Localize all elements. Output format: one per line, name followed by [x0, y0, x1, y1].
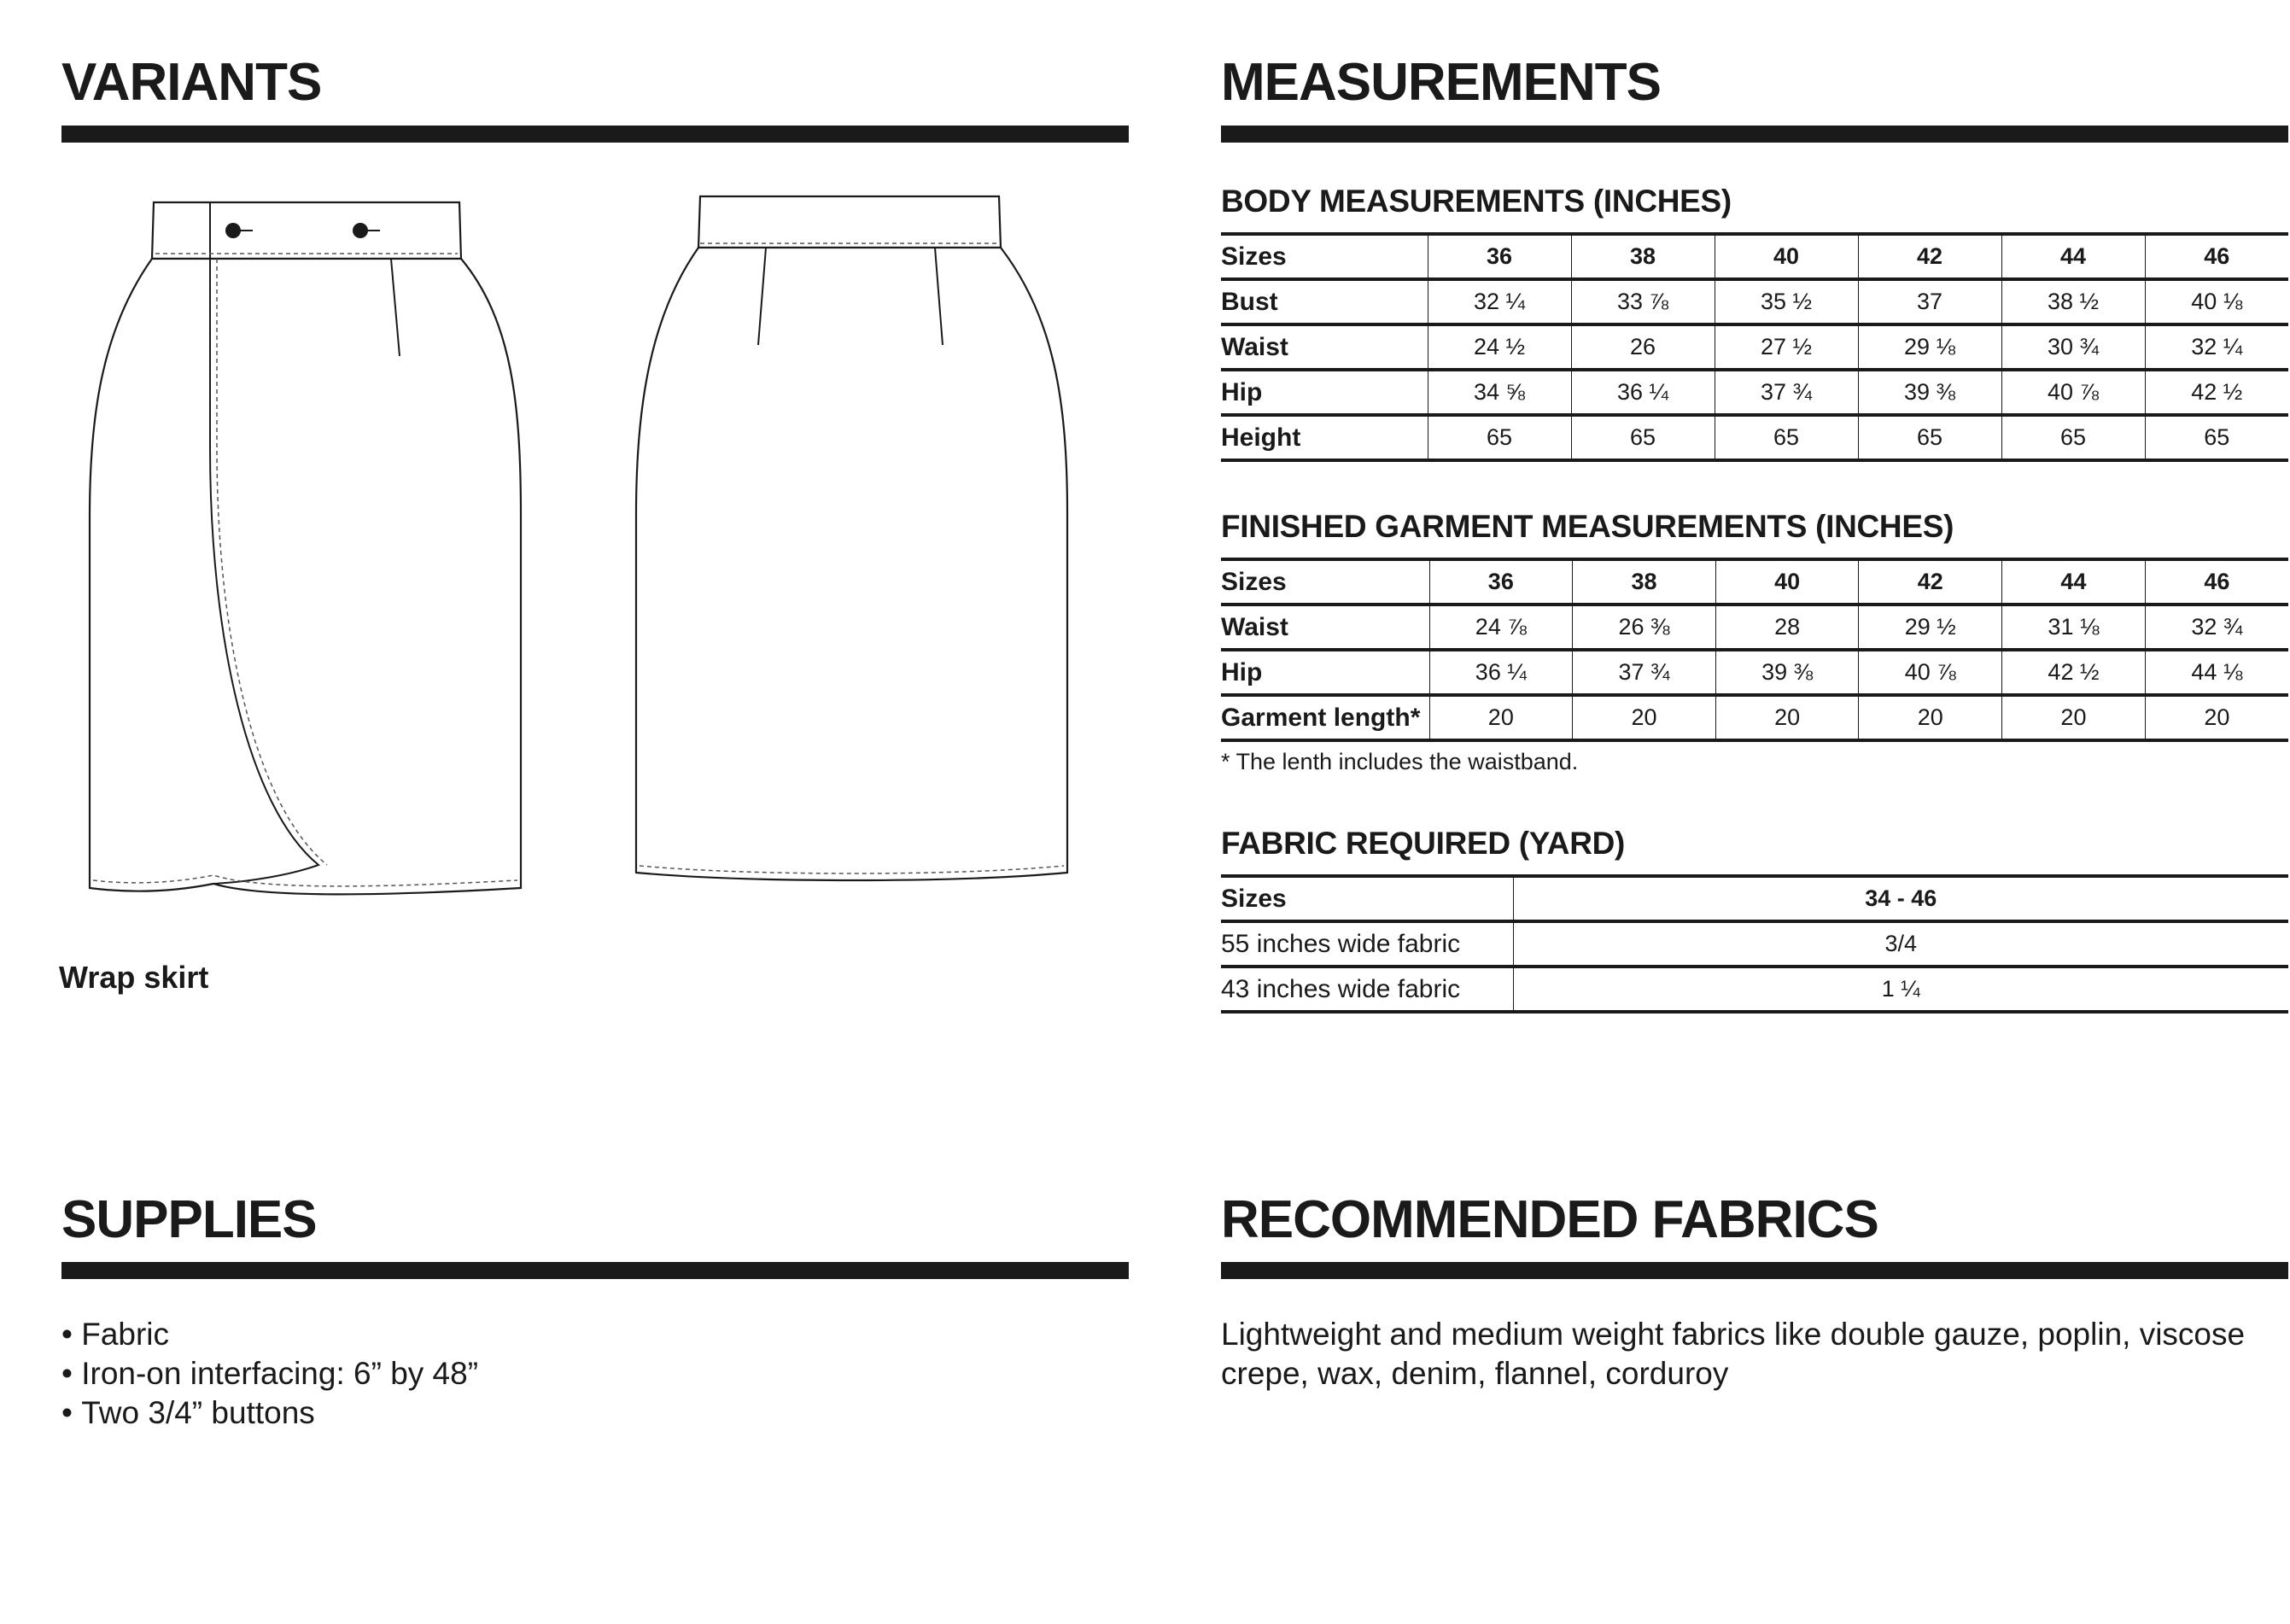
table-cell: 20: [2002, 695, 2146, 740]
table-row: [1221, 370, 2288, 415]
size-header: 38: [1573, 559, 1716, 605]
recommended-fabrics-title: RECOMMENDED FABRICS: [1221, 1190, 1878, 1249]
fabric-required-table: [1221, 874, 2288, 1014]
variants-rule: [61, 126, 1129, 143]
size-header: 44: [2002, 559, 2146, 605]
table-cell: 65: [2145, 415, 2288, 460]
table-cell: 65: [1715, 415, 1858, 460]
table-cell: 32 ¼: [2145, 324, 2288, 370]
table-row: [1221, 324, 2288, 370]
table-row: [1221, 415, 2288, 460]
table-cell: 20: [1715, 695, 1859, 740]
table-cell: 65: [1571, 415, 1715, 460]
table-cell: 42 ½: [2002, 650, 2146, 695]
table-cell: 20: [1573, 695, 1716, 740]
list-item: • Fabric: [61, 1315, 478, 1354]
table-cell: 37 ¾: [1573, 650, 1716, 695]
measurements-title: MEASUREMENTS: [1221, 53, 1662, 112]
table-cell: 24 ½: [1428, 324, 1571, 370]
variant-caption: Wrap skirt: [59, 960, 209, 995]
table-cell: 65: [2001, 415, 2145, 460]
row-label: Hip: [1221, 650, 1429, 695]
table-cell: 44 ⅛: [2145, 650, 2288, 695]
table-row: [1221, 695, 2288, 740]
table-cell: 26 ⅜: [1573, 605, 1716, 650]
list-item: • Two 3/4” buttons: [61, 1393, 478, 1433]
row-label: Height: [1221, 415, 1428, 460]
finished-measurements-title: FINISHED GARMENT MEASUREMENTS (INCHES): [1221, 509, 1954, 544]
table-row: [1221, 234, 2288, 279]
size-header: 46: [2145, 234, 2288, 279]
table-cell: 29 ½: [1859, 605, 2002, 650]
table-row: [1221, 876, 2288, 921]
row-label: Garment length*: [1221, 695, 1429, 740]
table-cell: 29 ⅛: [1858, 324, 2001, 370]
table-row: [1221, 921, 2288, 967]
row-label: 55 inches wide fabric: [1221, 921, 1513, 967]
table-cell: 1 ¼: [1513, 967, 2288, 1012]
length-footnote: * The lenth includes the waistband.: [1221, 749, 1579, 774]
list-item: • Iron-on interfacing: 6” by 48”: [61, 1354, 478, 1393]
table-cell: 26: [1571, 324, 1715, 370]
row-label: Waist: [1221, 605, 1429, 650]
row-label: Sizes: [1221, 234, 1428, 279]
table-cell: 20: [1859, 695, 2002, 740]
table-cell: 3/4: [1513, 921, 2288, 967]
body-measurements-table: [1221, 232, 2288, 462]
table-cell: 20: [1429, 695, 1573, 740]
size-range-header: 34 - 46: [1513, 876, 2288, 921]
table-cell: 34 ⅝: [1428, 370, 1571, 415]
table-cell: 36 ¼: [1429, 650, 1573, 695]
table-row: [1221, 559, 2288, 605]
table-cell: 33 ⅞: [1571, 279, 1715, 324]
size-header: 36: [1429, 559, 1573, 605]
table-row: [1221, 967, 2288, 1012]
table-cell: 40 ⅛: [2145, 279, 2288, 324]
size-header: 42: [1859, 559, 2002, 605]
table-cell: 38 ½: [2001, 279, 2145, 324]
row-label: Sizes: [1221, 876, 1513, 921]
table-cell: 39 ⅜: [1858, 370, 2001, 415]
table-cell: 39 ⅜: [1715, 650, 1859, 695]
table-cell: 32 ¾: [2145, 605, 2288, 650]
table-cell: 40 ⅞: [1859, 650, 2002, 695]
supplies-title: SUPPLIES: [61, 1190, 317, 1249]
supplies-rule: [61, 1262, 1129, 1279]
size-header: 38: [1571, 234, 1715, 279]
finished-measurements-table: [1221, 558, 2288, 742]
recommended-fabrics-text: Lightweight and medium weight fabrics like double gauze, poplin, viscose crepe, wax, denim, flannel, corduroy: [1221, 1317, 2246, 1391]
supplies-list: [61, 1315, 478, 1433]
table-cell: 27 ½: [1715, 324, 1858, 370]
table-cell: 31 ⅛: [2002, 605, 2146, 650]
size-header: 36: [1428, 234, 1571, 279]
table-cell: 37: [1858, 279, 2001, 324]
table-cell: 65: [1858, 415, 2001, 460]
table-cell: 42 ½: [2145, 370, 2288, 415]
table-cell: 24 ⅞: [1429, 605, 1573, 650]
variants-title: VARIANTS: [61, 53, 322, 112]
wrap-skirt-front-illustration: [85, 192, 529, 905]
table-cell: 37 ¾: [1715, 370, 1858, 415]
size-header: 44: [2001, 234, 2145, 279]
row-label: Bust: [1221, 279, 1428, 324]
table-cell: 65: [1428, 415, 1571, 460]
fabric-required-title: FABRIC REQUIRED (YARD): [1221, 826, 1626, 861]
table-cell: 20: [2145, 695, 2288, 740]
row-label: Hip: [1221, 370, 1428, 415]
recommended-fabrics-rule: [1221, 1262, 2288, 1279]
wrap-skirt-back-illustration: [632, 190, 1076, 903]
size-header: 40: [1715, 559, 1859, 605]
row-label: 43 inches wide fabric: [1221, 967, 1513, 1012]
table-row: [1221, 650, 2288, 695]
size-header: 40: [1715, 234, 1858, 279]
table-cell: 28: [1715, 605, 1859, 650]
table-row: [1221, 605, 2288, 650]
table-cell: 40 ⅞: [2001, 370, 2145, 415]
row-label: Sizes: [1221, 559, 1429, 605]
body-measurements-title: BODY MEASUREMENTS (INCHES): [1221, 184, 1732, 219]
row-label: Waist: [1221, 324, 1428, 370]
table-cell: 32 ¼: [1428, 279, 1571, 324]
size-header: 42: [1858, 234, 2001, 279]
table-cell: 35 ½: [1715, 279, 1858, 324]
table-cell: 30 ¾: [2001, 324, 2145, 370]
table-cell: 36 ¼: [1571, 370, 1715, 415]
measurements-rule: [1221, 126, 2288, 143]
size-header: 46: [2145, 559, 2288, 605]
table-row: [1221, 279, 2288, 324]
